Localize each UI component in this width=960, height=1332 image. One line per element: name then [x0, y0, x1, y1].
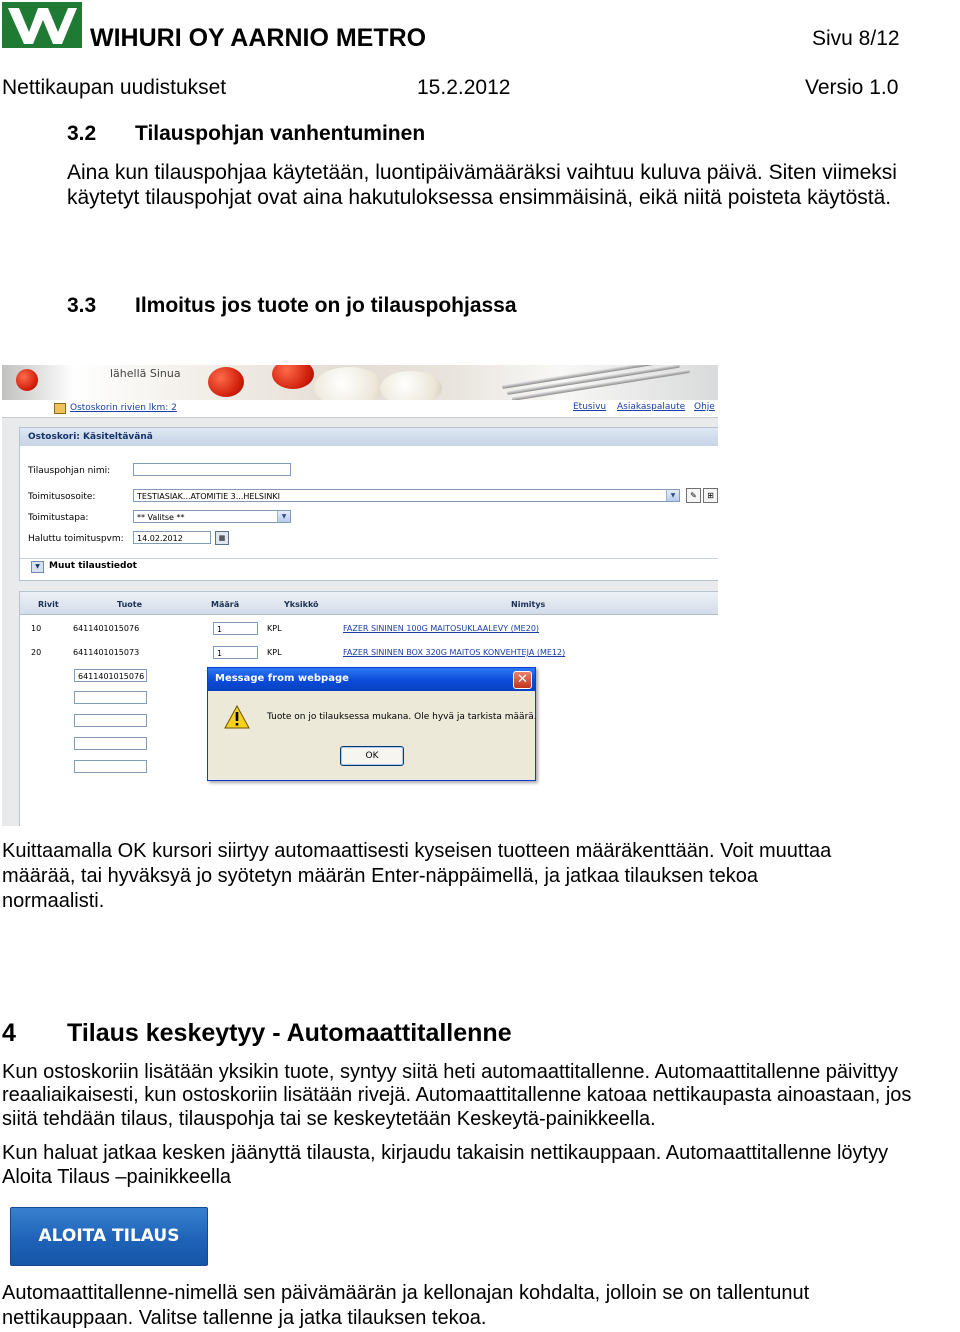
more-order-info-toggle[interactable]: Muut tilaustiedot [49, 561, 137, 571]
new-product-input[interactable] [74, 737, 147, 750]
template-name-label: Tilauspohjan nimi: [28, 466, 111, 476]
column-header: Nimitys [511, 600, 546, 609]
row-product: 6411401015076 [73, 624, 140, 633]
new-product-input[interactable] [74, 760, 147, 773]
divider [20, 558, 718, 559]
section-title: Tilaus keskeytyy - Automaattitallenne [67, 1019, 512, 1047]
row-unit: KPL [267, 624, 282, 633]
column-header: Rivit [38, 600, 59, 609]
start-order-button[interactable]: ALOITA TILAUS [10, 1207, 208, 1266]
webshop-toolbar [2, 400, 718, 418]
nav-link-help[interactable]: Ohje [694, 402, 715, 412]
paragraph-line: Aina kun tilauspohjaa käytetään, luontipäivämääräksi vaihtuu kuluva päivä. Siten viimeksi [67, 161, 897, 184]
row-quantity-input[interactable]: 1 [213, 646, 258, 659]
dialog-message: Tuote on jo tilauksessa mukana. Ole hyvä ja tarkista määrä. [267, 712, 537, 722]
cart-count-link[interactable]: Ostoskorin rivien lkm: 2 [70, 403, 177, 413]
company-logo [2, 2, 82, 48]
dialog-title: Message from webpage [215, 673, 349, 684]
cart-icon [54, 403, 66, 414]
row-unit: KPL [267, 648, 282, 657]
edit-address-icon[interactable]: ✎ [686, 488, 701, 503]
webshop-screenshot [2, 365, 718, 826]
new-product-input[interactable]: 6411401015076 [74, 669, 147, 682]
address-label: Toimitusosoite: [28, 492, 96, 502]
paragraph-line: käytetyt tilauspohjat ovat aina hakutuloksessa ensimmäisinä, eikä niitä poisteta käytöstä. [67, 186, 892, 209]
banner-image [208, 367, 244, 397]
paragraph-line: määrää, tai hyväksyä jo syötetyn määrän Enter-näppäimellä, ja jatkaa tilauksen tekoa [2, 865, 758, 887]
page-number: Sivu 8/12 [812, 27, 900, 50]
document-date: 15.2.2012 [417, 76, 511, 99]
banner-slogan: lähellä Sinua [110, 367, 181, 380]
cart-panel-title: Ostoskori: Käsiteltävänä [20, 428, 718, 446]
delivery-method-label: Toimitustapa: [28, 513, 89, 523]
delivery-method-select[interactable] [133, 510, 291, 523]
close-icon[interactable]: ✕ [513, 671, 532, 689]
paragraph-line: Kun ostoskoriin lisätään yksikin tuote, syntyy siitä heti automaattitallenne. Automaattitallenne päivittyy [2, 1061, 899, 1083]
paragraph-line: Automaattitallenne-nimellä sen päivämäärän ja kellonajan kohdalta, jolloin se on tallentunut [2, 1282, 810, 1304]
paragraph-line: siitä tehdään tilaus, tilauspohja tai se keskeytetään Keskeytä-painikkeella. [2, 1108, 656, 1130]
column-header: Tuote [117, 600, 143, 609]
row-number: 20 [31, 648, 42, 657]
delivery-date-input[interactable]: 14.02.2012 [133, 531, 211, 544]
paragraph-line: Kun haluat jatkaa kesken jäänyttä tilausta, kirjaudu takaisin nettikauppaan. Automaattitallenne löytyy [2, 1142, 889, 1164]
ok-button[interactable]: OK [340, 746, 404, 766]
address-select[interactable] [133, 489, 680, 502]
column-header: Määrä [211, 600, 240, 609]
row-quantity-input[interactable]: 1 [213, 622, 258, 635]
paragraph-line: reaaliaikaisesti, kun ostoskoriin lisätään rivejä. Automaattitallenne katoaa nettikaupasta ainoastaan, jos [2, 1084, 912, 1106]
row-name-link[interactable]: FAZER SININEN BOX 320G MAITOS KONVEHTEJA (ME12) [343, 648, 566, 657]
calendar-icon[interactable]: ▦ [215, 531, 229, 545]
section-number: 3.2 [67, 122, 97, 145]
section-number: 3.3 [67, 294, 97, 317]
section-title: Tilauspohjan vanhentuminen [135, 122, 426, 145]
warning-icon [224, 705, 250, 729]
new-product-input[interactable] [74, 691, 147, 704]
nav-link-feedback[interactable]: Asiakaspalaute [617, 402, 686, 412]
row-name-link[interactable]: FAZER SININEN 100G MAITOSUKLAALEVY (ME20) [343, 624, 540, 633]
expand-icon[interactable]: ▼ [31, 561, 44, 573]
chevron-down-icon: ▼ [666, 490, 679, 501]
paragraph-line: normaalisti. [2, 890, 105, 912]
delivery-method-value: ** Valitse ** [137, 513, 185, 522]
section-number: 4 [2, 1019, 16, 1047]
new-product-input[interactable] [74, 714, 147, 727]
document-version: Versio 1.0 [805, 76, 899, 99]
chevron-down-icon: ▼ [277, 511, 290, 522]
cart-panel [19, 427, 718, 581]
paragraph-line: Kuittaamalla OK kursori siirtyy automaattisesti kyseisen tuotteen määräkenttään. Voit muuttaa [2, 840, 832, 862]
section-title: Ilmoitus jos tuote on jo tilauspohjassa [135, 294, 517, 317]
address-select-value: TESTIASIAK...ATOMITIE 3...HELSINKI [137, 492, 280, 501]
document-title: Nettikaupan uudistukset [2, 76, 227, 99]
new-address-icon[interactable]: ⊞ [703, 488, 718, 503]
banner-image [16, 369, 38, 391]
column-header: Yksikkö [284, 600, 319, 609]
paragraph-line: Aloita Tilaus –painikkeella [2, 1166, 232, 1188]
dialog-title-bar [208, 668, 535, 691]
company-name: WIHURI OY AARNIO METRO [90, 24, 427, 52]
row-number: 10 [31, 624, 42, 633]
delivery-date-label: Haluttu toimituspvm: [28, 534, 124, 544]
row-product: 6411401015073 [73, 648, 140, 657]
paragraph-line: nettikauppaan. Valitse tallenne ja jatka tilauksen tekoa. [2, 1307, 487, 1329]
template-name-input[interactable] [133, 463, 291, 476]
message-dialog [207, 667, 536, 781]
nav-link-home[interactable]: Etusivu [573, 402, 607, 412]
